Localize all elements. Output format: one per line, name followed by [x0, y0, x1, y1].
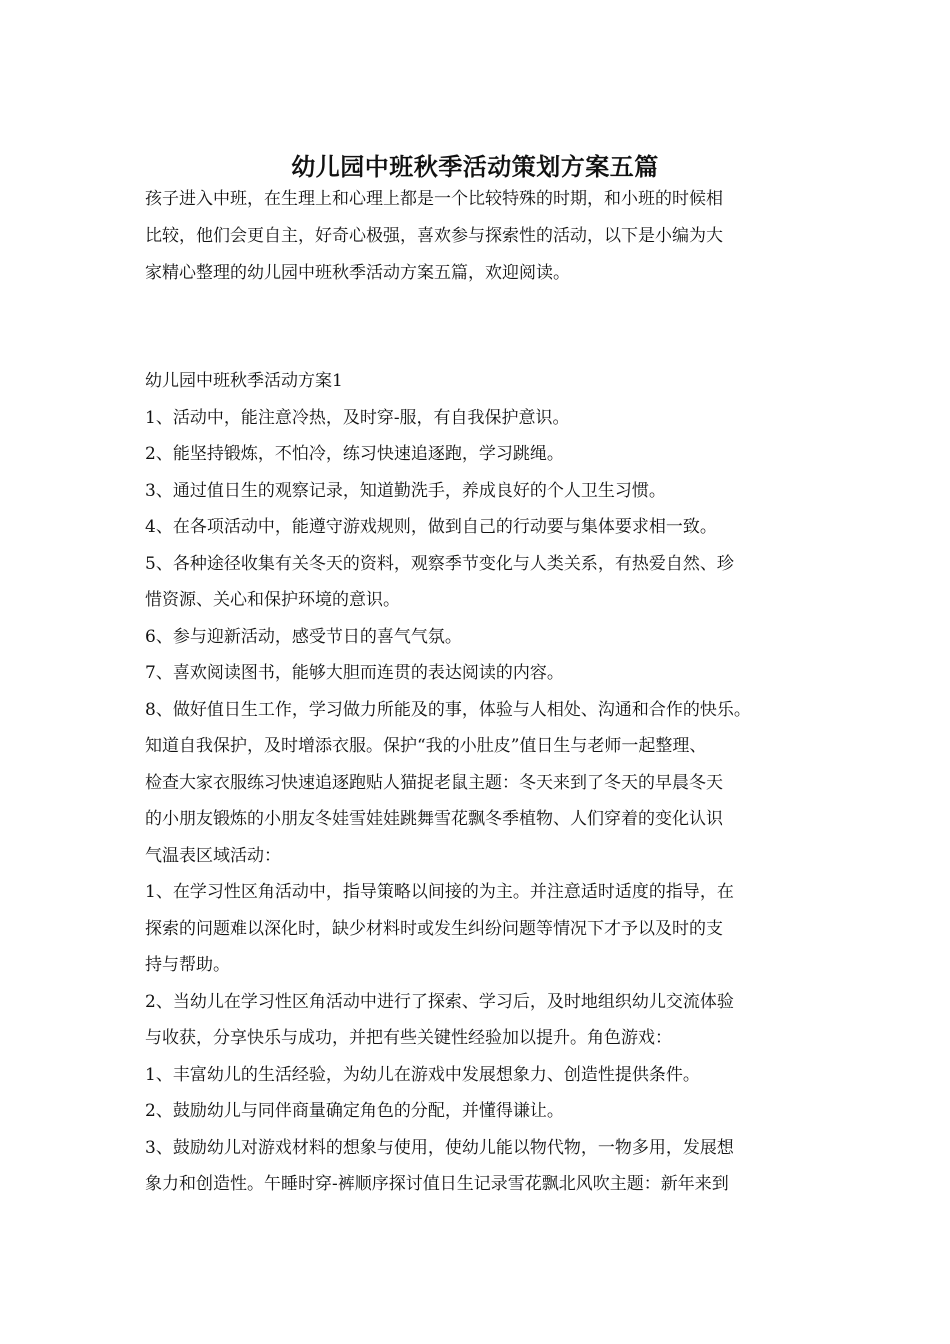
intro-paragraph: [145, 181, 825, 292]
body-line: 1、丰富幼儿的生活经验，为幼儿在游戏中发展想象力、创造性提供条件。: [145, 1064, 700, 1085]
body-line: 探索的问题难以深化时，缺少材料时或发生纠纷问题等情况下才予以及时的支: [145, 918, 723, 939]
body-line: 2、鼓励幼儿与同伴商量确定角色的分配，并懂得谦让。: [145, 1101, 564, 1121]
body-line: 象力和创造性。午睡时穿-裤顺序探讨值日生记录雪花飘北风吹主题：新年来到: [145, 1174, 729, 1194]
body-line: 4、在各项活动中，能遵守游戏规则，做到自己的行动要与集体要求相一致。: [145, 517, 717, 537]
body-line: 知道自我保护，及时增添衣服。保护“我的小肚皮”值日生与老师一起整理、: [145, 736, 707, 756]
body-line: 1、活动中，能注意冷热，及时穿-服，有自我保护意识。: [145, 407, 570, 428]
body-line: 5、各种途径收集有关冬天的资料，观察季节变化与人类关系，有热爱自然、珍: [145, 553, 734, 574]
body-line: 1、在学习性区角活动中，指导策略以间接的为主。并注意适时适度的指导，在: [145, 882, 734, 902]
body-line: 检查大家衣服练习快速追逐跑贴人猫捉老鼠主题：冬天来到了冬天的早晨冬天: [145, 772, 723, 793]
body-line: 7、喜欢阅读图书，能够大胆而连贯的表达阅读的内容。: [145, 663, 564, 683]
body-line: 2、当幼儿在学习性区角活动中进行了探索、学习后，及时地组织幼儿交流体验: [145, 991, 734, 1012]
body-line: 3、通过值日生的观察记录，知道勤洗手，养成良好的个人卫生习惯。: [145, 480, 666, 501]
body-line: 2、能坚持锻炼，不怕冷，练习快速追逐跑，学习跳绳。: [145, 444, 564, 464]
document-title: 幼儿园中班秋季活动策划方案五篇: [291, 152, 659, 182]
body-line: 3、鼓励幼儿对游戏材料的想象与使用，使幼儿能以物代物，一物多用，发展想: [145, 1137, 734, 1158]
document-body: [145, 363, 825, 1203]
section-heading: 幼儿园中班秋季活动方案1: [145, 371, 343, 391]
intro-line: 孩子进入中班，在生理上和心理上都是一个比较特殊的时期，和小班的时候相: [145, 189, 723, 209]
intro-line: 比较，他们会更自主，好奇心极强，喜欢参与探索性的活动，以下是小编为大: [145, 226, 723, 246]
body-line: 气温表区域活动：: [145, 845, 281, 866]
body-line: 与收获，分享快乐与成功，并把有些关键性经验加以提升。角色游戏：: [145, 1028, 672, 1048]
body-line: 的小朋友锻炼的小朋友冬娃雪娃娃跳舞雪花飘冬季植物、人们穿着的变化认识: [145, 809, 723, 829]
body-line: 持与帮助。: [145, 955, 230, 975]
body-line: 8、做好值日生工作，学习做力所能及的事，体验与人相处、沟通和合作的快乐。: [145, 699, 751, 720]
body-line: 惜资源、关心和保护环境的意识。: [145, 590, 400, 610]
body-line: 6、参与迎新活动，感受节日的喜气气氛。: [145, 626, 462, 647]
intro-line: 家精心整理的幼儿园中班秋季活动方案五篇，欢迎阅读。: [145, 263, 570, 283]
